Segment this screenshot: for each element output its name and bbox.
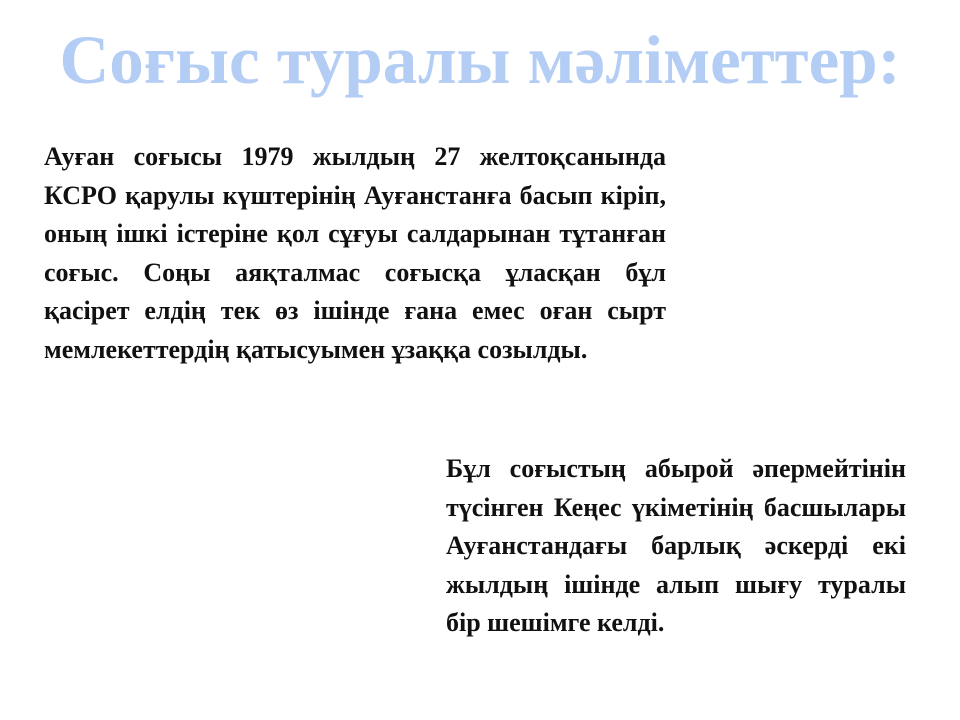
slide-title: Соғыс туралы мәліметтер: bbox=[59, 22, 901, 98]
paragraph-soviet-decision: Бұл соғыстың абырой әпермейтінін түсінген Кеңес үкіметінің басшылары Ауғанстандағы барлық әскерді екі жылдың ішінде алып шығу туралы бір шешімге келді. bbox=[446, 454, 906, 637]
paragraph-war-origin: Ауған соғысы 1979 жылдың 27 желтоқсанында КСРО қарулы күштерінің Ауғанстанға басып кіріп, оның ішкі істеріне қол сұғуы салдарынан тұтанған соғыс. Соңы аяқталмас соғысқа ұласқан бұл қасірет елдің тек өз ішінде ғана емес оған сырт мемлекеттердің қатысуымен ұзаққа созылды. bbox=[44, 142, 666, 364]
